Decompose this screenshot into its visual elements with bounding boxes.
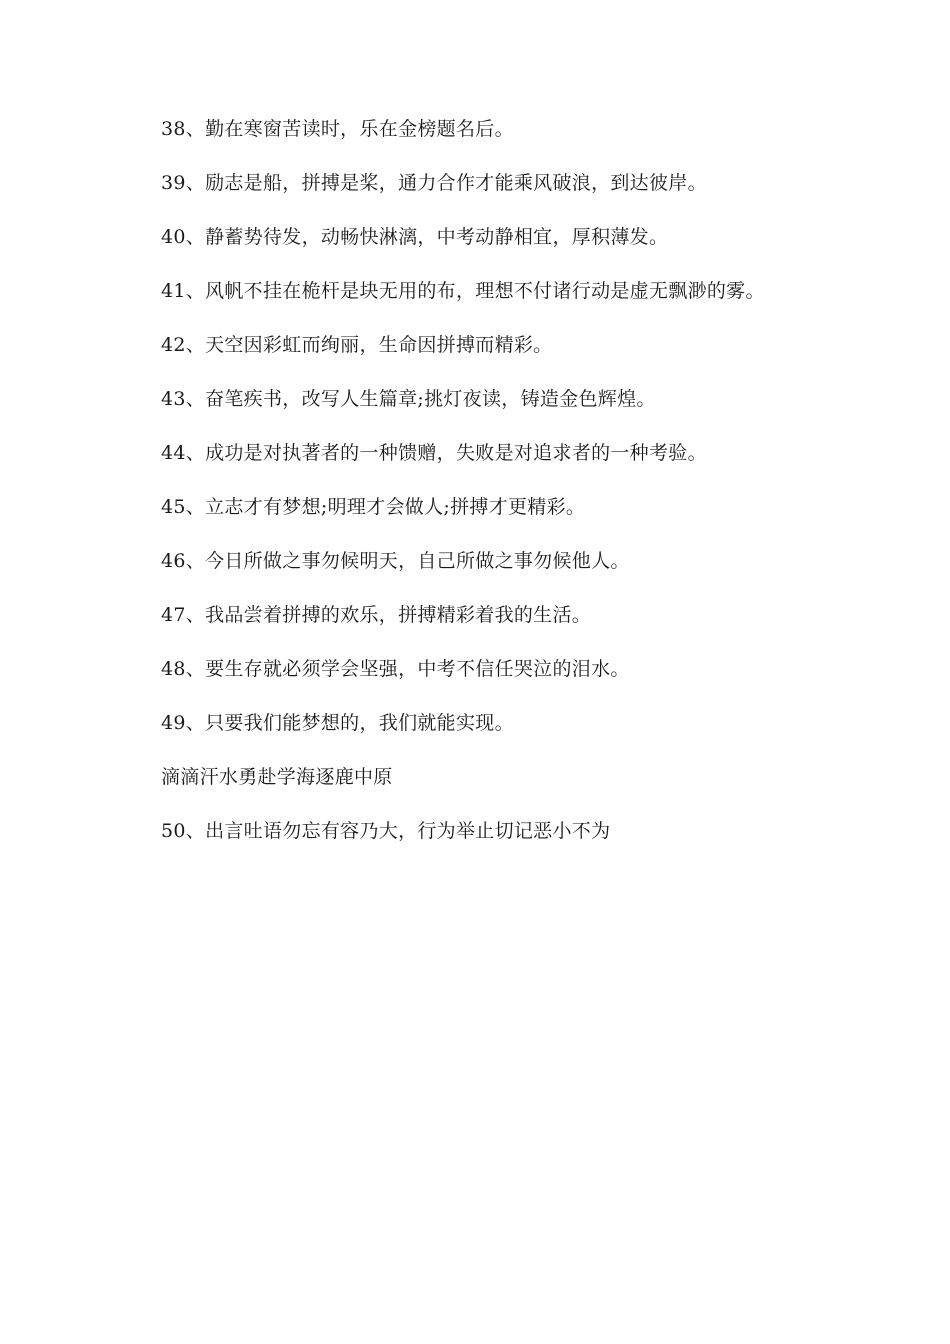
paragraph-50: 50、出言吐语勿忘有容乃大，行为举止切记恶小不为 (161, 820, 611, 842)
paragraph-heading-line: 滴滴汗水勇赴学海逐鹿中原 (161, 766, 393, 788)
paragraph-45: 45、立志才有梦想;明理才会做人;拼搏才更精彩。 (161, 496, 586, 518)
paragraph-41: 41、风帆不挂在桅杆是块无用的布，理想不付诸行动是虚无飘渺的雾。 (161, 280, 765, 302)
paragraph-43: 43、奋笔疾书，改写人生篇章;挑灯夜读，铸造金色辉煌。 (161, 388, 656, 410)
paragraph-44: 44、成功是对执著者的一种馈赠，失败是对追求者的一种考验。 (161, 442, 707, 464)
paragraph-40: 40、静蓄势待发，动畅快淋漓，中考动静相宜，厚积薄发。 (161, 226, 669, 248)
paragraph-42: 42、天空因彩虹而绚丽，生命因拼搏而精彩。 (161, 334, 553, 356)
paragraph-47: 47、我品尝着拼搏的欢乐，拼搏精彩着我的生活。 (161, 604, 592, 626)
document-body (115, 112, 820, 868)
paragraph-39: 39、励志是船，拼搏是桨，通力合作才能乘风破浪，到达彼岸。 (161, 172, 707, 194)
paragraph-46: 46、今日所做之事勿候明天，自己所做之事勿候他人。 (161, 550, 630, 572)
paragraph-48: 48、要生存就必须学会坚强，中考不信任哭泣的泪水。 (161, 658, 630, 680)
paragraph-49: 49、只要我们能梦想的，我们就能实现。 (161, 712, 514, 734)
paragraph-38: 38、勤在寒窗苦读时，乐在金榜题名后。 (161, 118, 514, 140)
